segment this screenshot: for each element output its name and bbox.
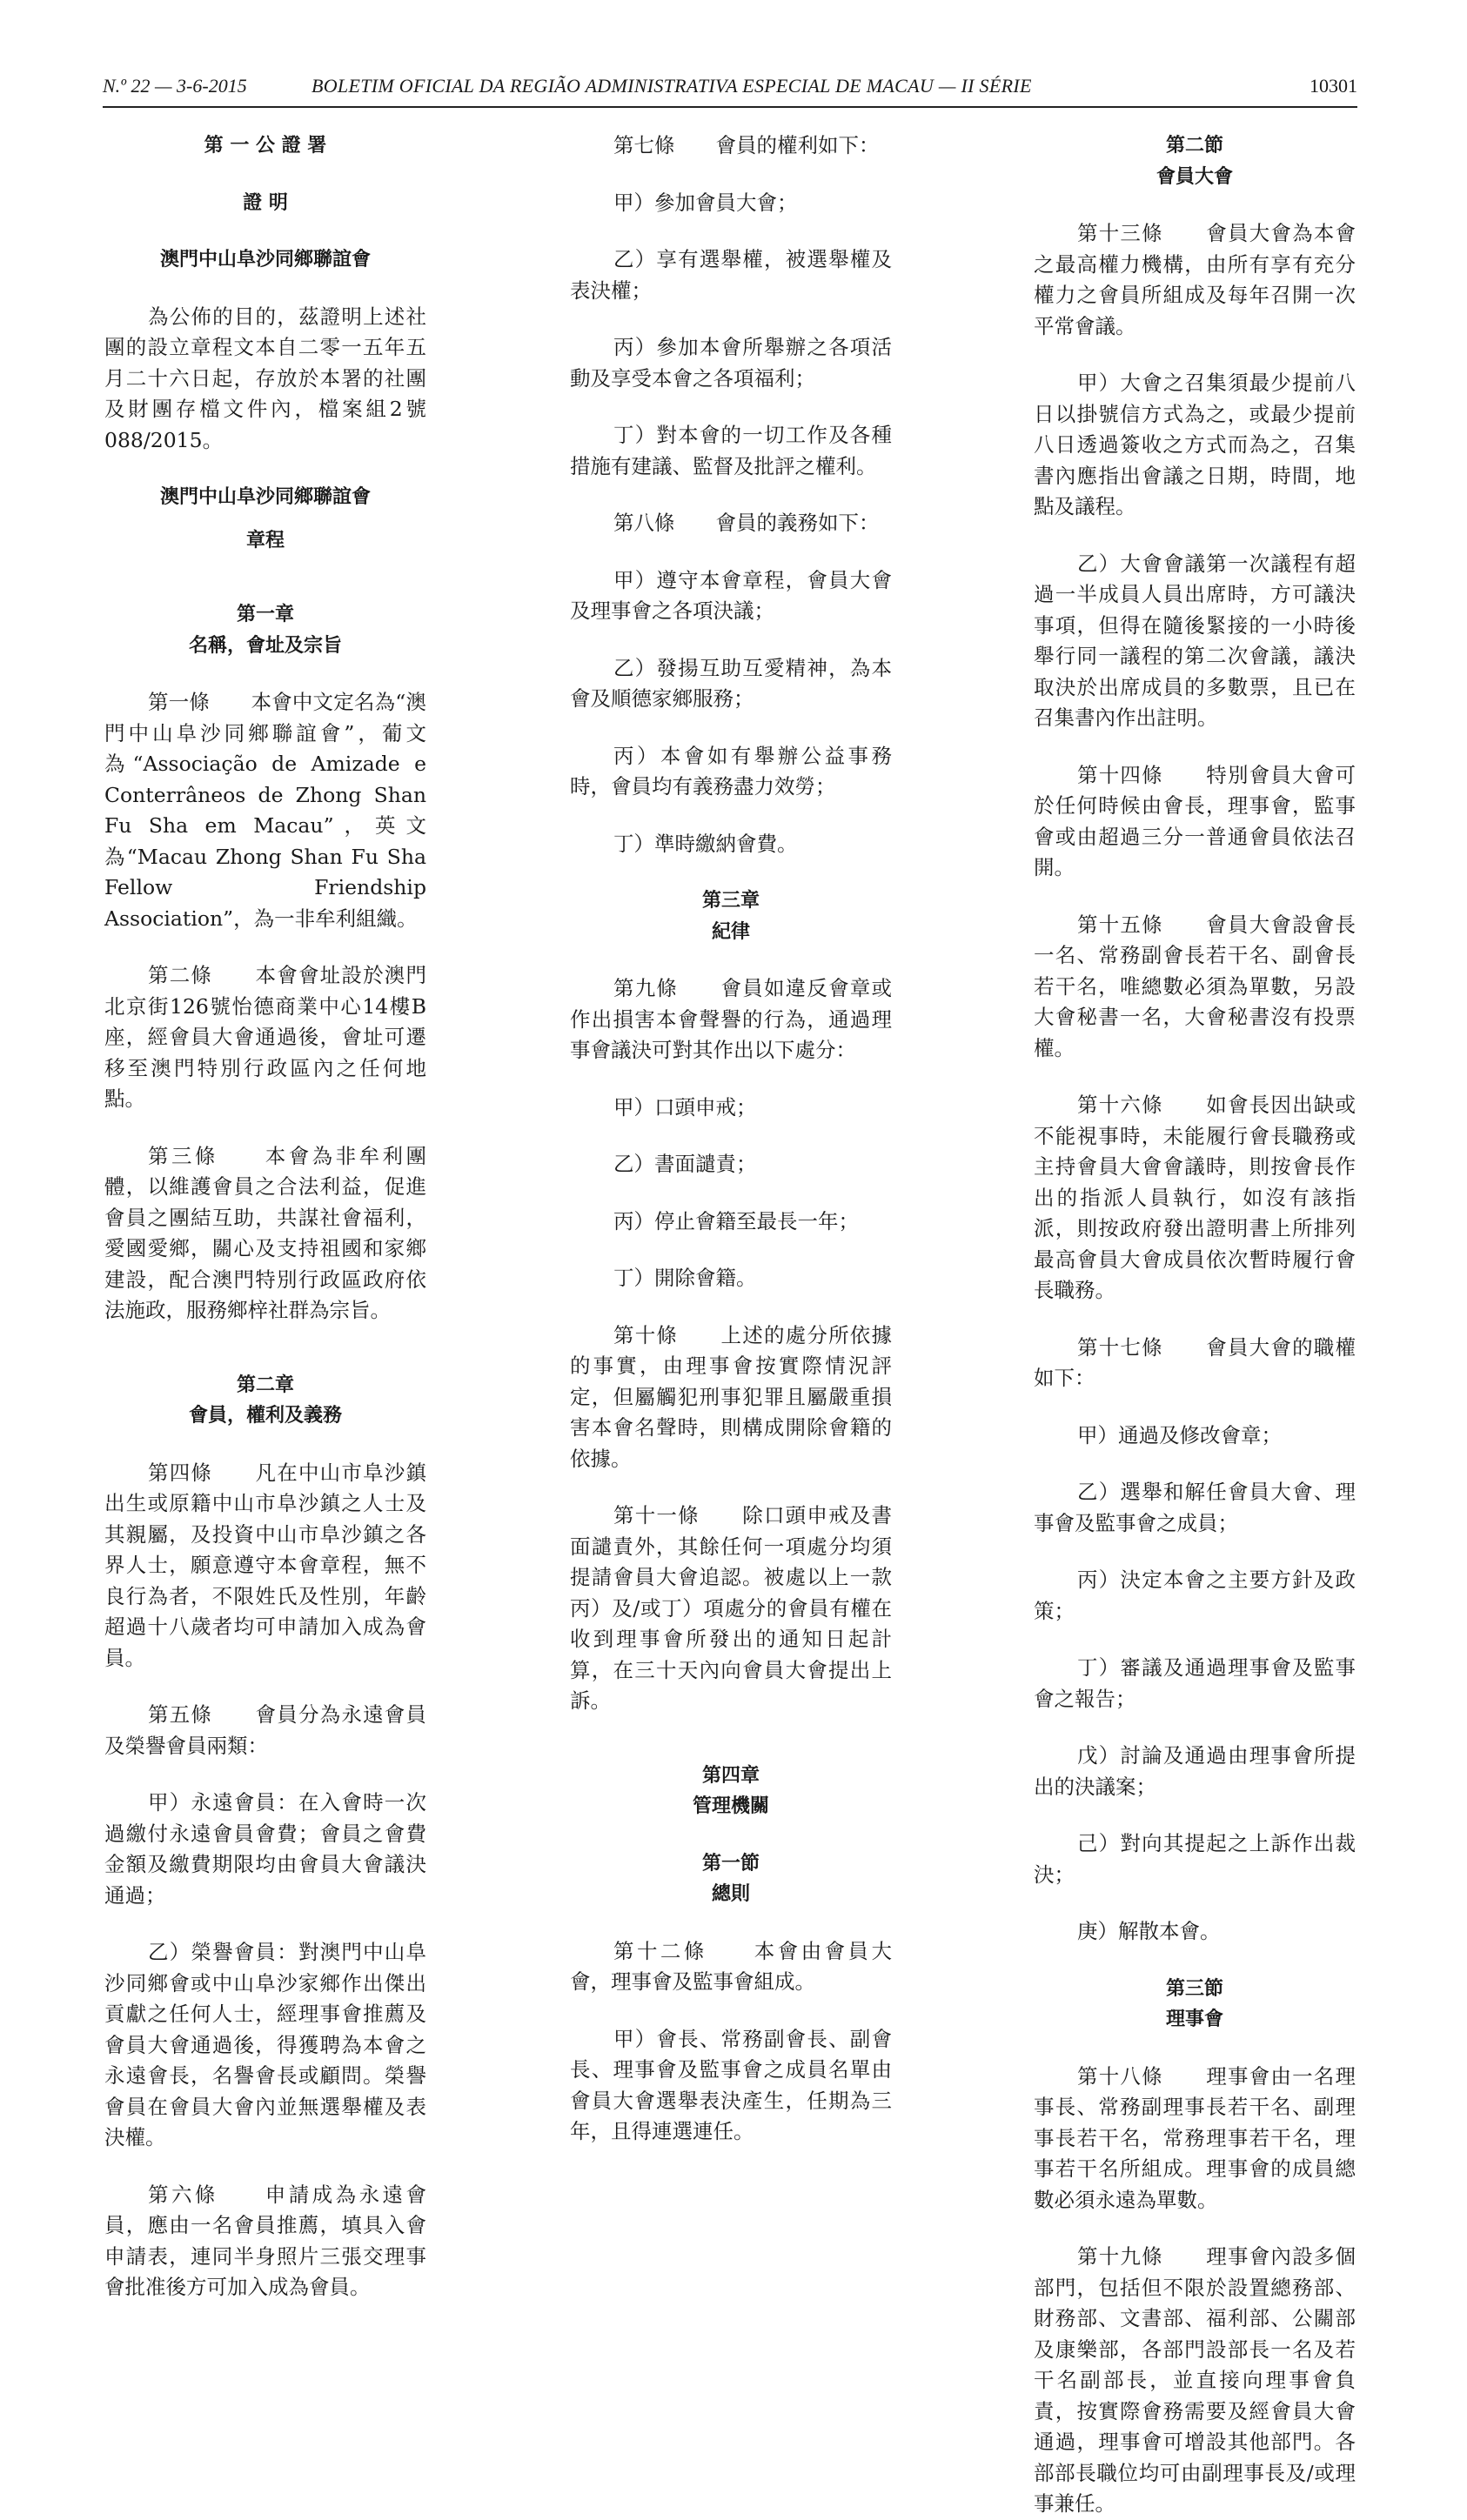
- clause-paragraph: 丙）決定本會之主要方針及政策；: [1034, 1567, 1356, 1623]
- clause-paragraph: 甲）大會之召集須最少提前八日以掛號信方式為之，或最少提前八日透過簽收之方式而為之，召集書內應指出會議之日期，時間，地點及議程。: [1034, 371, 1356, 518]
- column-3: [1034, 130, 1356, 2520]
- article-paragraph: 第十八條 理事會由一名理事長、常務副理事長若干名、副理事長若干名，常務理事若干名，理事若干名所組成。理事會的成員總數必須永遠為單數。: [1034, 2063, 1356, 2212]
- article-paragraph: 第十六條 如會長因出缺或不能視事時，未能履行會長職務或主持會員大會會議時，則按會長作出的指派人員執行，如沒有該指派，則按政府發出證明書上所排列最高會員大會成員依次暫時履行會長職務。: [1034, 1093, 1356, 1302]
- chapter-title: 會員，權利及義務: [188, 1405, 342, 1427]
- office-title: 第 一 公 證 署: [204, 135, 327, 157]
- article-paragraph: 第八條 會員的義務如下：: [613, 511, 880, 535]
- section-title: 理事會: [1165, 2009, 1223, 2030]
- article-paragraph: 第十四條 特別會員大會可於任何時候由會長，理事會，監事會或由超過三分一普通會員依法召開。: [1034, 762, 1356, 879]
- article-paragraph: 第十五條 會員大會設會長一名、常務副會長若干名、副會長若干名，唯總數必須為單數，另設大會秘書一名，大會秘書沒有投票權。: [1034, 912, 1356, 1060]
- article-paragraph: 第二條 本會會址設於澳門北京街126號怡德商業中心14樓B座，經會員大會通過後，會址可遷移至澳門特別行政區內之任何地點。: [104, 963, 426, 1111]
- article-paragraph: 第四條 凡在中山市阜沙鎮出生或原籍中山市阜沙鎮之人士及其親屬，及投資中山市阜沙鎮之各界人士，願意遵守本會章程，無不良行為者，不限姓氏及性別，年齡超過十八歲者均可申請加入成為會員。: [104, 1460, 426, 1670]
- clause-paragraph: 甲）口頭申戒；: [613, 1094, 757, 1120]
- section-heading: 第二節: [1165, 135, 1223, 157]
- chapter-title: 管理機關: [692, 1795, 769, 1817]
- publication-title: BOLETIM OFICIAL DA REGIÃO ADMINISTRATIVA ESPECIAL DE MACAU — II SÉRIE: [311, 75, 1032, 97]
- article-paragraph: 第十一條 除口頭申戒及書面譴責外，其餘任何一項處分均須提請會員大會追認。被處以上一款丙）及/或丁）項處分的會員有權在收到理事會所發出的通知日起計算，在三十天內向會員大會提出上訴。: [570, 1503, 892, 1713]
- clause-paragraph: 丙）停止會籍至最長一年；: [613, 1208, 859, 1233]
- clause-paragraph: 丙）本會如有舉辦公益事務時，會員均有義務盡力效勞；: [570, 743, 892, 799]
- clause-paragraph: 甲）永遠會員：在入會時一次過繳付永遠會員會費；會員之會費金額及繳費期限均由會員大會議決通過；: [104, 1790, 426, 1908]
- association-name-2: 澳門中山阜沙同鄉聯誼會: [159, 486, 371, 508]
- article-paragraph: 第五條 會員分為永遠會員及榮譽會員兩類：: [104, 1702, 426, 1758]
- page-number: 10301: [1310, 75, 1357, 97]
- clause-paragraph: 乙）大會會議第一次議程有超過一半成員人員出席時，方可議決事項，但得在隨後緊接的一小時後舉行同一議程的第二次會議，議決取決於出席成員的多數票，且已在召集書內作出註明。: [1034, 551, 1356, 730]
- article-paragraph: 第十三條 會員大會為本會之最高權力機構，由所有享有充分權力之會員所組成及每年召開一次平常會議。: [1034, 221, 1356, 338]
- section-title: 總則: [711, 1883, 750, 1905]
- clause-paragraph: 丁）準時繳納會費。: [613, 831, 798, 856]
- chapter-title: 紀律: [711, 920, 750, 943]
- clause-paragraph: 乙）榮譽會員：對澳門中山阜沙同鄉會或中山阜沙家鄉作出傑出貢獻之任何人士，經理事會推薦及會員大會通過後，得獲聘為本會之永遠會長，名譽會長或顧問。榮譽會員在會員大會內並無選舉權及表決權。: [104, 1940, 426, 2149]
- chapter-heading: 第四章: [701, 1764, 760, 1787]
- clause-paragraph: 甲）會長、常務副會長、副會長、理事會及監事會之成員名單由會員大會選舉表決產生，任期為三年，且得連選連任。: [570, 2026, 892, 2143]
- clause-paragraph: 己）對向其提起之上訴作出裁決；: [1034, 1831, 1356, 1887]
- certificate-heading: 證 明: [243, 191, 288, 214]
- clause-paragraph: 乙）享有選舉權，被選舉權及表決權；: [570, 247, 892, 303]
- chapter-heading: 第二章: [236, 1374, 294, 1396]
- article-paragraph: 第一條 本會中文定名為“澳門中山阜沙同鄉聯誼會”，葡文為“Associação de Amizade e Conterrâneos de Zhong Shan Fu Sha em Macau”，英文為“Macau Zhong Shan Fu Sha Fellow Friendship Association”，為一非牟利組織。: [104, 690, 426, 931]
- clause-paragraph: 乙）選舉和解任會員大會、理事會及監事會之成員；: [1034, 1480, 1356, 1535]
- section-title: 會員大會: [1156, 165, 1233, 188]
- clause-paragraph: 丁）審議及通過理事會及監事會之報告；: [1034, 1655, 1356, 1711]
- clause-paragraph: 戊）討論及通過由理事會所提出的決議案；: [1034, 1743, 1356, 1799]
- article-paragraph: 第七條 會員的權利如下：: [613, 133, 880, 157]
- chapter-heading: 第三章: [701, 890, 760, 912]
- clause-paragraph: 甲）參加會員大會；: [613, 190, 798, 215]
- column-1: [104, 130, 426, 2303]
- issue-date: N.º 22 — 3-6-2015: [103, 75, 247, 97]
- chapter-heading: 第一章: [236, 604, 294, 625]
- bulletin-header: [103, 71, 1357, 108]
- clause-paragraph: 乙）發揚互助互愛精神，為本會及順德家鄉服務；: [570, 655, 892, 711]
- article-paragraph: 第十七條 會員大會的職權如下：: [1034, 1334, 1356, 1390]
- section-heading: 第一節: [701, 1852, 760, 1875]
- association-name: 澳門中山阜沙同鄉聯誼會: [159, 249, 371, 271]
- article-paragraph: 第六條 申請成為永遠會員，應由一名會員推薦，填具入會申請表，連同半身照片三張交理事會批准後方可加入成為會員。: [104, 2182, 426, 2299]
- column-2: [570, 130, 892, 2148]
- article-paragraph: 第十二條 本會由會員大會，理事會及監事會組成。: [570, 1938, 892, 1994]
- clause-paragraph: 庚）解散本會。: [1077, 1919, 1221, 1943]
- chapter-title: 名稱，會址及宗旨: [188, 634, 342, 657]
- clause-paragraph: 丁）開除會籍。: [613, 1266, 757, 1290]
- clause-paragraph: 甲）通過及修改會章；: [1077, 1422, 1282, 1447]
- section-heading: 第三節: [1165, 1977, 1223, 2000]
- article-paragraph: 第十九條 理事會內設多個部門，包括但不限於設置總務部、財務部、文書部、福利部、公關部及康樂部，各部門設部長一名及若干名副部長，並直接向理事會負責，按實際會務需要及經會員大會通過，理事會可增設其他部門。各部部長職位均可由副理事長及/或理事兼任。: [1034, 2244, 1356, 2516]
- certificate-text: 為公佈的目的，茲證明上述社團的設立章程文本自二零一五年五月二十六日起，存放於本署的社團及財團存檔文件內，檔案組2號088/2015。: [104, 304, 426, 452]
- clause-paragraph: 丙）參加本會所舉辦之各項活動及享受本會之各項福利；: [570, 335, 892, 391]
- statutes-heading: 章程: [245, 529, 285, 551]
- article-paragraph: 第十條 上述的處分所依據的事實，由理事會按實際情況評定，但屬觸犯刑事犯罪且屬嚴重損害本會名聲時，則構成開除會籍的依據。: [570, 1322, 892, 1471]
- clause-paragraph: 甲）遵守本會章程，會員大會及理事會之各項決議；: [570, 567, 892, 623]
- article-paragraph: 第九條 會員如違反會章或作出損害本會聲譽的行為，通過理事會議決可對其作出以下處分：: [570, 976, 892, 1062]
- article-paragraph: 第三條 本會為非牟利團體，以維護會員之合法利益，促進會員之團結互助，共謀社會福利，愛國愛鄉，關心及支持祖國和家鄉建設，配合澳門特別行政區政府依法施政，服務鄉梓社群為宗旨。: [104, 1143, 426, 1322]
- clause-paragraph: 乙）書面譴責；: [613, 1152, 757, 1176]
- clause-paragraph: 丁）對本會的一切工作及各種措施有建議、監督及批評之權利。: [570, 423, 892, 478]
